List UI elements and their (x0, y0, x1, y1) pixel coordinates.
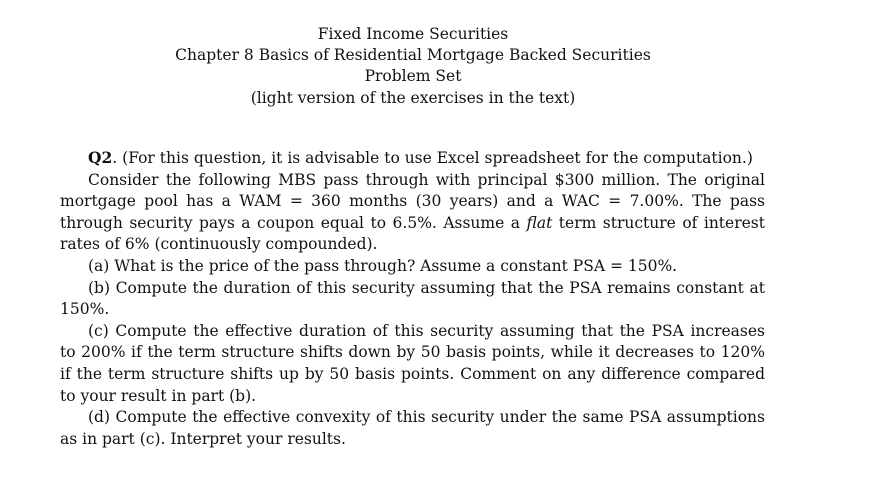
document-subtitle: (light version of the exercises in the text) (250, 88, 576, 107)
question-intro (60, 147, 765, 170)
question-setup (60, 170, 765, 256)
document-type: Problem Set (364, 67, 462, 86)
course-title: Fixed Income Securities (317, 25, 509, 43)
setup-flat-term: flat (526, 213, 553, 232)
part-a: (a) What is the price of the pass through? Assume a constant PSA = 150%. (88, 256, 678, 275)
document-header (0, 24, 826, 109)
part-b: (b) Compute the duration of this security assuming that the PSA remains constant at 150%. (60, 278, 765, 319)
setup-text-1: Consider the following MBS pass through with principal $300 million. The original mortgage pool has a WAM = 360 months (30 years) and a WAC = 7.00%. The pass through security pays a coupon equal to 6.5%. Assume a (60, 170, 765, 232)
question-label: Q2 (88, 148, 113, 167)
part-c: (c) Compute the effective duration of this security assuming that the PSA increases to 200% if the term structure shifts down by 50 basis points, while it decreases to 120% if the term structure shifts up by 50 basis points. Comment on any difference compared to your result in part (b). (60, 321, 765, 405)
question-body (60, 147, 765, 450)
chapter-title: Chapter 8 Basics of Residential Mortgage Backed Securities (175, 46, 651, 65)
setup-text-2: term structure of interest rates of 6% (continuously compounded). (60, 213, 765, 254)
question-intro-text: . (For this question, it is advisable to use Excel spreadsheet for the computation.) (112, 149, 753, 167)
part-d: (d) Compute the effective convexity of this security under the same PSA assumptions as in part (c). Interpret your results. (60, 408, 765, 448)
